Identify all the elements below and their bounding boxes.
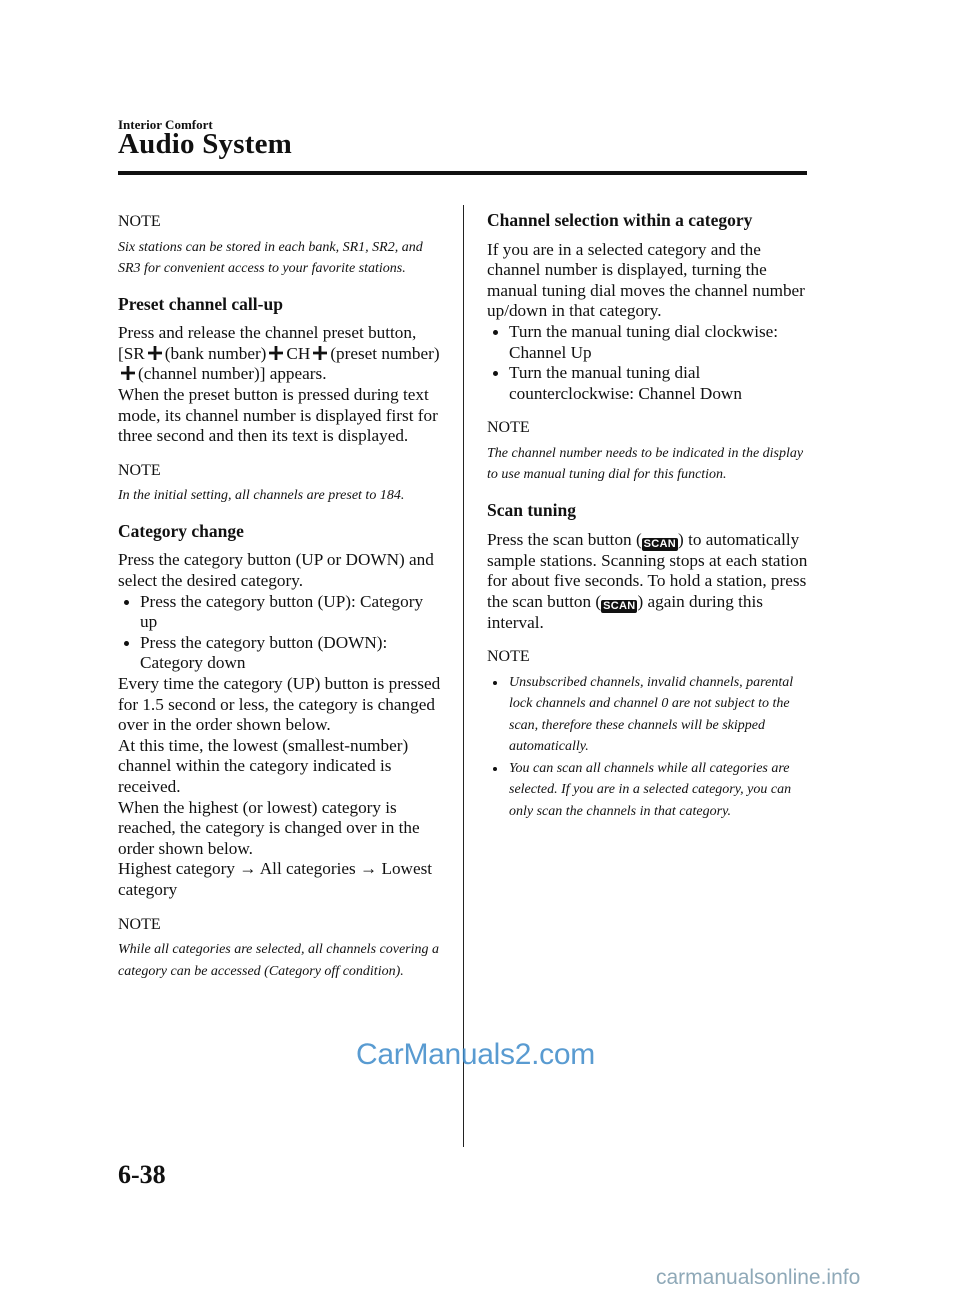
list-item: Turn the manual tuning dial counterclockwise: Channel Down [487,363,809,404]
header-rule [118,171,807,175]
right-column [487,210,809,822]
category-bullets [118,592,444,674]
watermark: CarManuals2.com [356,1038,595,1071]
seq-channel: (channel number)] appears. [138,364,327,384]
column-divider [463,205,464,1147]
page-title: Audio System [118,128,293,160]
scan-icon: SCAN [603,599,636,612]
note-bullets [487,672,809,823]
scan-body [487,530,809,634]
preset-heading: Preset channel call-up [118,293,283,314]
plus-icon [121,366,135,380]
category-p1: Every time the category (UP) button is pressed for 1.5 second or less, the category is changed over in the order shown below. [118,674,441,735]
list-item: Press the category button (UP): Category up [118,592,444,633]
category-heading: Category change [118,520,244,541]
note-label: NOTE [487,648,530,666]
note-text: In the initial setting, all channels are preset to 184. [118,488,405,504]
note-label: NOTE [118,461,161,479]
scan-text-b: ) to automatically sample stations. Scanning stops at each station for about five seconds. To hold a station, press the scan button ( [487,529,808,611]
note-text: The channel number needs to be indicated in the display to use manual tuning dial for this function. [487,445,804,483]
preset-body: When the preset button is pressed during text mode, its channel number is displayed first for three second and then its text is displayed. [118,384,438,446]
note-text: While all categories are selected, all channels covering a category can be accessed (Category off condition). [118,942,440,979]
category-p3: When the highest (or lowest) category is reached, the category is changed over in the order shown below. [118,797,420,858]
note-text: Six stations can be stored in each bank, SR1, SR2, and SR3 for convenient access to your favorite stations. [118,239,423,277]
list-item: Press the category button (DOWN): Category down [118,633,444,674]
scan-text-a: Press the scan button ( [487,529,642,549]
within-heading: Channel selection within a category [487,210,753,230]
list-item: You can scan all channels while all categories are selected. If you are in a selected category, you can only scan the channels in that category. [487,758,809,823]
note-label: NOTE [118,213,161,230]
category-p4: Highest category → All categories → Lowest category [118,859,433,899]
plus-icon [148,346,162,360]
footer-site: carmanualsonline.info [656,1266,861,1289]
category-intro: Press the category button (UP or DOWN) and select the desired category. [118,550,434,591]
scan-heading: Scan tuning [487,499,576,520]
note-label: NOTE [487,419,530,437]
plus-icon [269,346,283,360]
left-column [118,210,444,982]
list-item: Unsubscribed channels, invalid channels, parental lock channels and channel 0 are not subject to the scan, therefore these channels will be skipped automatically. [487,672,809,758]
seq-preset: (preset number) [330,343,440,363]
seq-sr: [SR [118,343,145,363]
within-bullets [487,322,809,404]
seq-ch: CH [286,343,311,363]
list-item: Turn the manual tuning dial clockwise: Channel Up [487,322,809,363]
within-intro: If you are in a selected category and the channel number is displayed, turning the manual tuning dial moves the channel number up/down in that category. [487,239,805,321]
note-label: NOTE [118,915,161,933]
scan-text-c: ) again during this interval. [487,591,763,632]
preset-sequence [118,344,444,385]
seq-bank: (bank number) [164,343,267,363]
page-number: 6-38 [118,1160,166,1189]
scan-icon: SCAN [643,537,677,550]
plus-icon [313,346,327,360]
preset-intro: Press and release the channel preset button, [118,323,417,343]
category-p2: At this time, the lowest (smallest-number) channel within the category indicated is received. [118,735,409,796]
section-label: Interior Comfort [118,117,213,132]
